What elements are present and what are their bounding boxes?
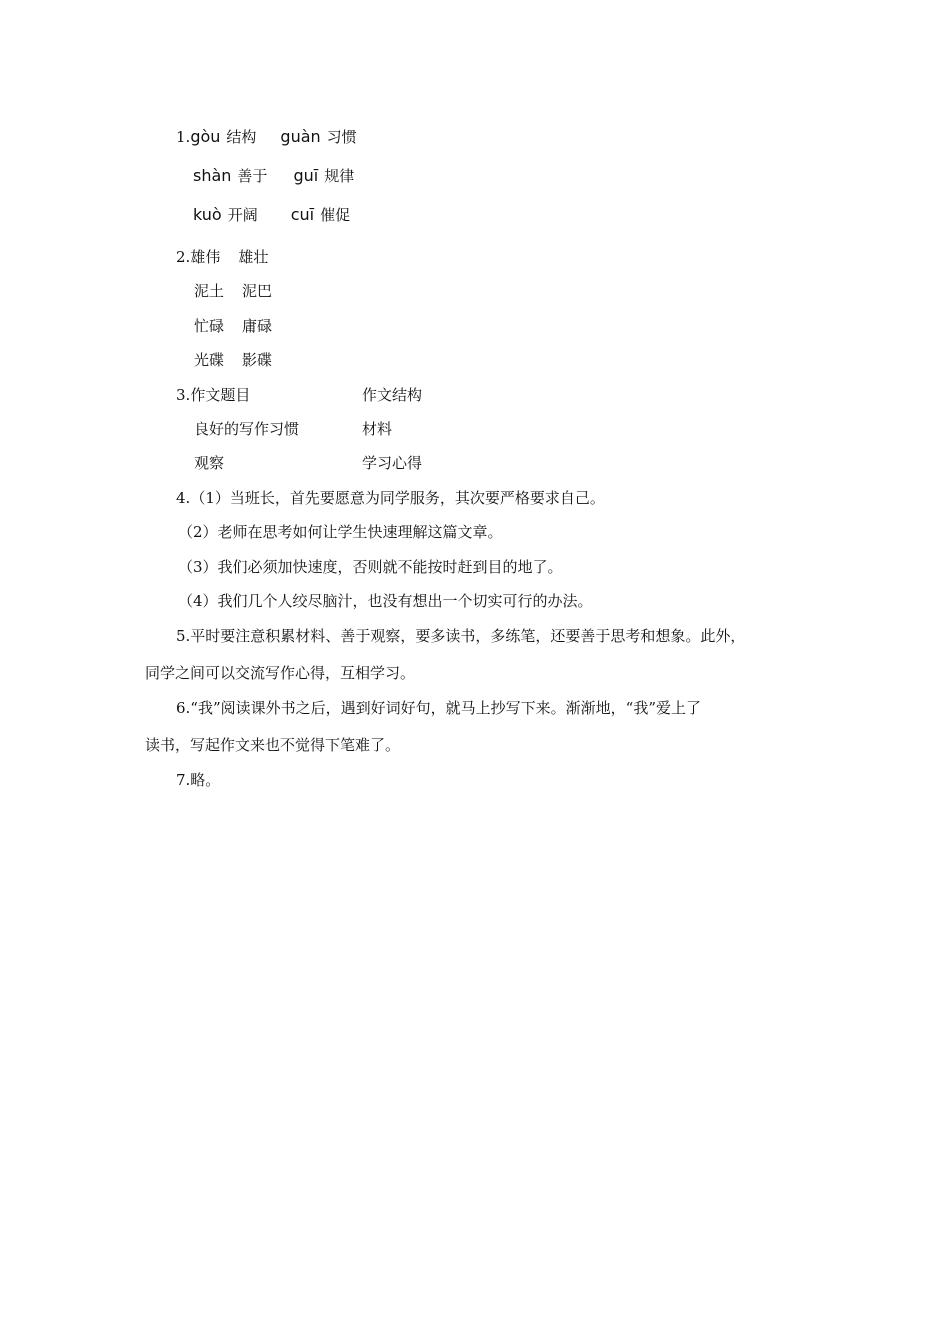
answer-word: 忙碌: [194, 317, 225, 335]
q1-row-3: [193, 205, 350, 225]
pinyin: gòu: [190, 127, 221, 146]
answer-sentence: （3）我们必须加快速度，否则就不能按时赶到目的地了。: [178, 558, 563, 576]
answer-word: 规律: [324, 167, 355, 185]
q4-item-2: [178, 522, 503, 542]
answer-word: 泥巴: [242, 282, 273, 300]
q2-number: 2.: [176, 248, 191, 266]
pinyin: kuò: [193, 205, 222, 224]
pinyin: guī: [293, 166, 319, 185]
q3-row-2-left: [194, 419, 299, 439]
q3-row-3-left: [194, 453, 224, 473]
answer-word: 学习心得: [362, 454, 423, 472]
answer-paragraph: 同学之间可以交流写作心得，互相学习。: [145, 664, 416, 682]
answer-word: 材料: [362, 420, 393, 438]
q3-row-3-right: [362, 453, 422, 473]
answer-word: 良好的写作习惯: [194, 420, 300, 438]
answer-word: 光碟: [194, 351, 225, 369]
answer-word: 庸碌: [242, 317, 273, 335]
q6-line-2: [145, 735, 400, 755]
q4-item-1: [176, 488, 605, 508]
answer-paragraph: 5.平时要注意积累材料、善于观察，要多读书，多练笔，还要善于思考和想象。此外，: [176, 627, 746, 645]
answer-word: 观察: [194, 454, 225, 472]
answer-word: 作文题目: [190, 386, 251, 404]
q5-line-1: [176, 626, 745, 646]
q1-number: 1.: [176, 128, 191, 146]
q2-row-3: [194, 316, 272, 336]
q2-row-2: [194, 281, 272, 301]
q5-line-2: [145, 663, 415, 683]
q3-row-1-right: [362, 385, 422, 405]
q4-number: 4.: [176, 489, 191, 507]
q3-row-2-right: [362, 419, 392, 439]
answer-word: 习惯: [326, 128, 357, 146]
pinyin: guàn: [280, 127, 321, 146]
answer-sentence: （4）我们几个人绞尽脑汁，也没有想出一个切实可行的办法。: [178, 592, 593, 610]
answer-word: 泥土: [194, 282, 225, 300]
q4-item-4: [178, 591, 593, 611]
answer-word: 作文结构: [362, 386, 423, 404]
q3-number: 3.: [176, 386, 191, 404]
q1-row-2: [193, 166, 354, 186]
q4-item-3: [178, 557, 563, 577]
q7-line: [176, 770, 220, 790]
q3-row-1-left: [176, 385, 250, 405]
pinyin: shàn: [193, 166, 232, 185]
answer-sentence: （2）老师在思考如何让学生快速理解这篇文章。: [178, 523, 503, 541]
answer-word: 开阔: [227, 206, 258, 224]
q1-row-1: [176, 127, 357, 147]
q6-line-1: [176, 698, 701, 718]
answer-word: 结构: [226, 128, 257, 146]
pinyin: cuī: [290, 205, 315, 224]
answer-word: 催促: [320, 206, 351, 224]
answer-word: 雄伟: [190, 248, 221, 266]
answer-word: 影碟: [242, 351, 273, 369]
answer-paragraph: 7.略。: [176, 771, 221, 789]
answer-sentence: （1）当班长，首先要愿意为同学服务，其次要严格要求自己。: [190, 489, 605, 507]
q2-row-1: [176, 247, 268, 267]
answer-word: 善于: [237, 167, 268, 185]
q2-row-4: [194, 350, 272, 370]
answer-paragraph: 6.“我”阅读课外书之后，遇到好词好句，就马上抄写下来。渐渐地，“我”爱上了: [176, 699, 701, 717]
answer-word: 雄壮: [238, 248, 269, 266]
answer-paragraph: 读书，写起作文来也不觉得下笔难了。: [145, 736, 401, 754]
